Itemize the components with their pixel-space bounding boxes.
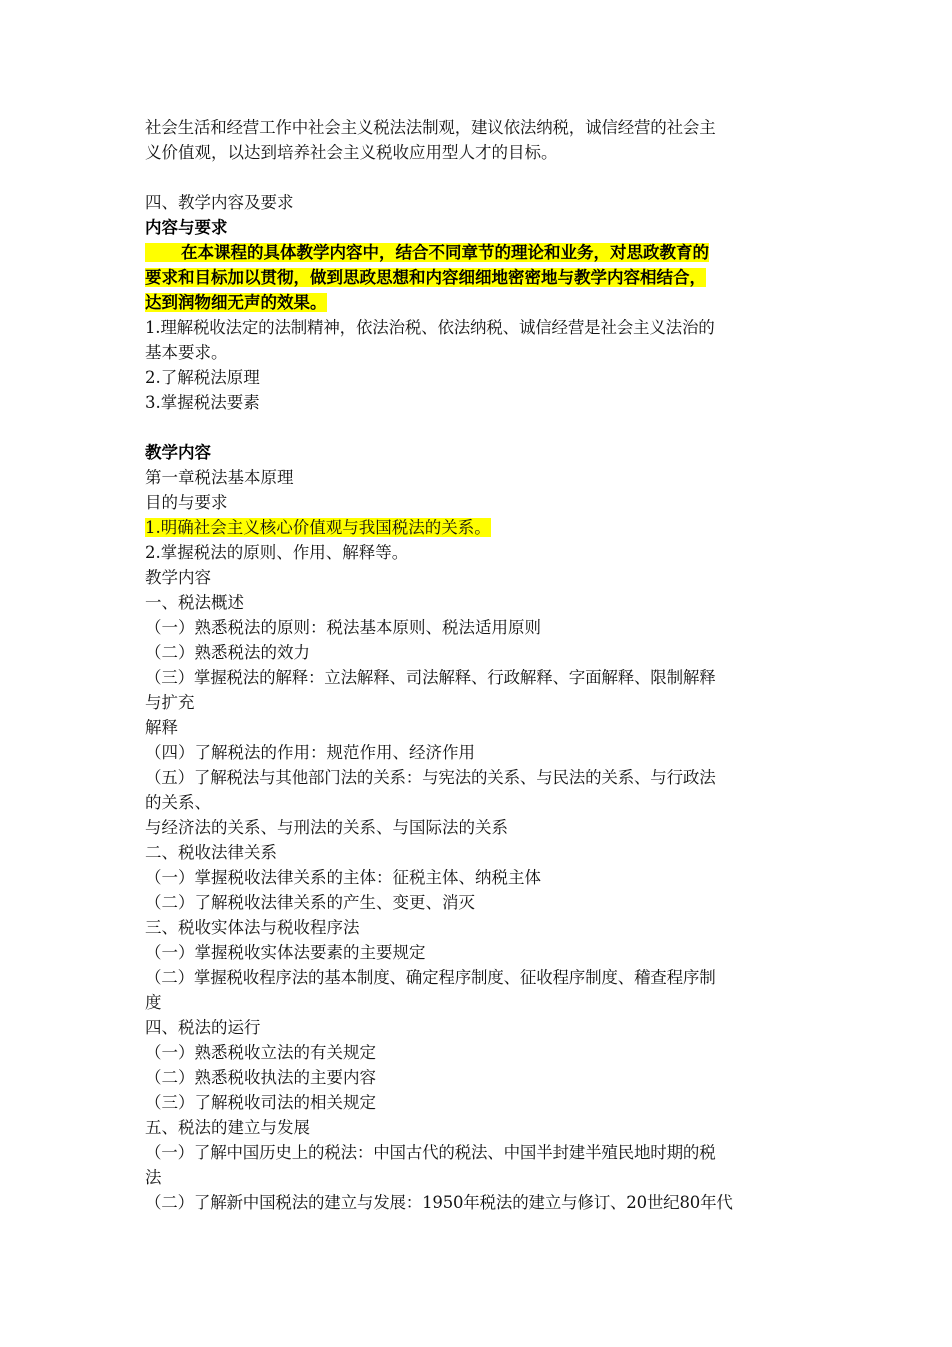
intro-line-2: 义价值观，以达到培养社会主义税收应用型人才的目标。 (145, 143, 558, 162)
intro-line-1: 社会生活和经营工作中社会主义税法法制观，建议依法纳税，诚信经营的社会主 (145, 118, 716, 137)
outline-line: 二、税收法律关系 (145, 843, 277, 862)
requirement-2: 2.了解税法原理 (145, 368, 260, 387)
outline-line: （二）掌握税收程序法的基本制度、确定程序制度、征收程序制度、稽查程序制 (145, 968, 716, 987)
highlight-line-1: 在本课程的具体教学内容中，结合不同章节的理论和业务，对思政教育的 (145, 243, 709, 262)
outline-line: 四、税法的运行 (145, 1018, 261, 1037)
spacer (145, 415, 817, 440)
highlight-line-3: 达到润物细无声的效果。 (145, 293, 327, 312)
outline-line: 度 (145, 993, 162, 1012)
highlighted-paragraph (145, 240, 817, 315)
document-body (145, 115, 817, 1215)
goals-label: 目的与要求 (145, 493, 228, 512)
teaching-content-heading: 教学内容 (145, 443, 211, 462)
outline-line: 与经济法的关系、与刑法的关系、与国际法的关系 (145, 818, 508, 837)
outline-line: （二）了解新中国税法的建立与发展：1950年税法的建立与修订、20世纪80年代 (145, 1193, 733, 1212)
goal-2: 2.掌握税法的原则、作用、解释等。 (145, 543, 409, 562)
chapter-title: 第一章税法基本原理 (145, 468, 294, 487)
outline-line: 五、税法的建立与发展 (145, 1118, 310, 1137)
outline-line: （一）掌握税收法律关系的主体：征税主体、纳税主体 (145, 868, 541, 887)
outline-line: （三）掌握税法的解释：立法解释、司法解释、行政解释、字面解释、限制解释 (145, 668, 716, 687)
outline-line: 法 (145, 1168, 162, 1187)
subheading-content-requirements: 内容与要求 (145, 218, 228, 237)
outline-line: 三、税收实体法与税收程序法 (145, 918, 360, 937)
outline-line: （二）熟悉税收执法的主要内容 (145, 1068, 376, 1087)
outline-line: 与扩充 (145, 693, 195, 712)
goal-1-highlighted: 1.明确社会主义核心价值观与我国税法的关系。 (145, 518, 491, 537)
requirement-1-line-1: 1.理解税收法定的法制精神，依法治税、依法纳税、诚信经营是社会主义法治的 (145, 318, 715, 337)
requirement-1-line-2: 基本要求。 (145, 343, 228, 362)
outline-line: （一）掌握税收实体法要素的主要规定 (145, 943, 426, 962)
outline-line: （四）了解税法的作用：规范作用、经济作用 (145, 743, 475, 762)
outline-line: （三）了解税收司法的相关规定 (145, 1093, 376, 1112)
outline-line: （二）了解税收法律关系的产生、变更、消灭 (145, 893, 475, 912)
outline-line: 的关系、 (145, 793, 211, 812)
outline-line: （一）了解中国历史上的税法：中国古代的税法、中国半封建半殖民地时期的税 (145, 1143, 716, 1162)
spacer (145, 165, 817, 190)
outline-line: （二）熟悉税法的效力 (145, 643, 310, 662)
requirement-3: 3.掌握税法要素 (145, 393, 260, 412)
content-label: 教学内容 (145, 568, 211, 587)
highlight-line-2: 要求和目标加以贯彻，做到思政思想和内容细细地密密地与教学内容相结合， (145, 268, 706, 287)
section-heading: 四、教学内容及要求 (145, 193, 294, 212)
outline-line: （五）了解税法与其他部门法的关系：与宪法的关系、与民法的关系、与行政法 (145, 768, 716, 787)
outline-line: 一、税法概述 (145, 593, 244, 612)
outline-line: 解释 (145, 718, 178, 737)
outline-line: （一）熟悉税法的原则：税法基本原则、税法适用原则 (145, 618, 541, 637)
outline-line: （一）熟悉税收立法的有关规定 (145, 1043, 376, 1062)
